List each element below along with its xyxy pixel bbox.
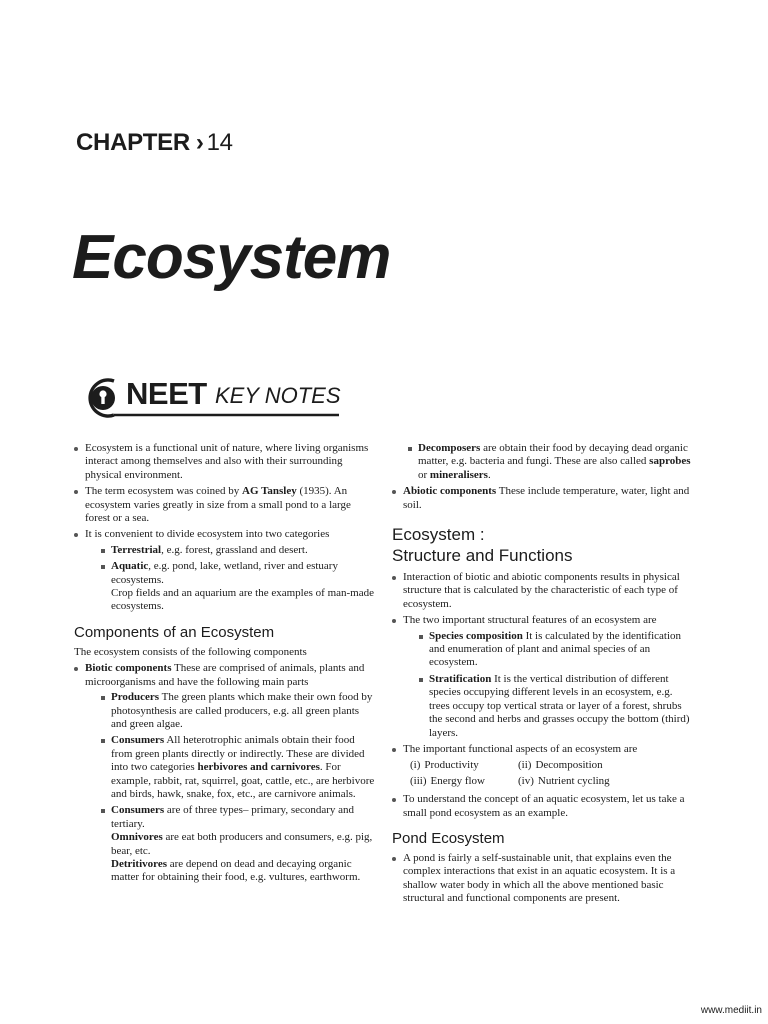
bullet-text: are depend on dead and decaying organic matter for obtaining their food, e.g. vultures, earthworm. (111, 857, 361, 884)
bullet-text: , e.g. forest, grassland and desert. (161, 543, 308, 556)
bullet-text: To understand the concept of an aquatic ecosystem, let us take a small pond ecosystem as an example. (403, 793, 685, 819)
bullet-text: or (418, 468, 430, 481)
bullet-text: It is convenient to divide ecosystem into two categories (85, 528, 330, 541)
list-item (392, 614, 696, 740)
heading-line: Ecosystem : (392, 525, 485, 545)
section-heading-pond: Pond Ecosystem (392, 829, 505, 847)
list-item (407, 442, 696, 482)
bold-term: Detritivores (111, 857, 167, 870)
aspect-number: (iii) (410, 774, 427, 787)
bold-term: Consumers (111, 804, 165, 817)
bullet-text: Interaction of biotic and abiotic components results in physical structure that is calculated by the characteristic of each type of ecosystem. (403, 571, 680, 610)
bullet-text: Ecosystem is a functional unit of nature, where living organisms interact among themselves and also with their surrounding physical environment. (85, 442, 369, 481)
bullet-text: (1935). An ecosystem varies greatly in size from a small pond to a large forest or a sea. (85, 485, 351, 525)
page-title: Ecosystem (72, 223, 391, 292)
bold-term: Species composition (429, 629, 523, 642)
bullet-text: are obtain their food by decaying dead organic matter, e.g. bacteria and fungi. These are also called (418, 442, 688, 468)
bold-term: herbivores and carnivores (197, 761, 320, 774)
bold-term: Decomposers (418, 442, 481, 454)
aspect-number: (i) (410, 759, 421, 772)
aspect-number: (ii) (518, 759, 532, 772)
bold-term: saprobes (649, 455, 691, 468)
neet-key-notes-badge (74, 372, 354, 424)
chapter-number: 14 (206, 129, 233, 156)
bullet-text: It is calculated by the identification and enumeration of plant and animal species of an ecosystem. (429, 629, 682, 669)
left-column (74, 442, 376, 888)
bullet-text: The green plants which make their own food by photosynthesis are called producers, e.g. all green plants and green algae. (111, 691, 373, 730)
bullet-text: It is the vertical distribution of different species occupying different levels in an ecosystem, e.g. trees occupy top vertical strata or layer of a forest, shrubs the second and herbs and grasses occupy the bottom (third) layers. (429, 672, 690, 739)
right-column (392, 442, 696, 909)
aspect-item (410, 775, 518, 788)
bold-term: Omnivores (111, 831, 163, 844)
bold-term: Abiotic components (403, 485, 497, 498)
bullet-text: The important functional aspects of an ecosystem are (403, 742, 638, 755)
list-item (100, 734, 376, 801)
bold-term: mineralisers (429, 468, 488, 481)
bullet-text: The two important structural features of an ecosystem are (403, 614, 657, 627)
list-item (392, 743, 696, 788)
aspect-item (518, 775, 638, 788)
functional-aspects-list (410, 759, 696, 788)
aspect-label: Nutrient cycling (537, 774, 610, 787)
section-heading-structure (392, 524, 696, 566)
aspect-item (410, 759, 518, 772)
list-item (100, 544, 376, 557)
list-item (100, 560, 376, 614)
bold-term: Producers (111, 691, 160, 704)
bold-term: Biotic components (85, 662, 172, 675)
list-item (100, 691, 376, 731)
list-item (74, 662, 376, 885)
bullet-text: . (487, 468, 491, 481)
list-item (418, 630, 696, 670)
bullet-text: are eat both producers and consumers, e.g. pig, bear, etc. (111, 831, 373, 857)
bullet-text: These are comprised of animals, plants and microorganisms and have the following main parts (85, 662, 365, 688)
aspect-number: (iv) (518, 774, 534, 787)
list-item (392, 571, 696, 611)
paragraph: The ecosystem consists of the following components (74, 645, 307, 658)
bold-term: Stratification (429, 672, 492, 685)
bold-term: AG Tansley (242, 485, 297, 498)
aspect-label: Decomposition (535, 759, 603, 772)
list-item (392, 793, 696, 820)
bullet-text: . For example, rabbit, rat, squirrel, goat, cattle, etc., are herbivore and birds, hawk, snake, fox, etc., are carnivore animals. (111, 761, 375, 800)
key-notes-label: KEY NOTES (215, 383, 341, 408)
list-item (392, 852, 696, 906)
footer-url: www.mediit.in (700, 1005, 762, 1016)
bold-term: Consumers (111, 734, 165, 747)
bullet-text: are of three types– primary, secondary and tertiary. (111, 804, 355, 830)
list-item (74, 485, 376, 525)
bullet-text: All heterotrophic animals obtain their food from green plants directly or indirectly. These are divided into two categories (111, 734, 365, 774)
list-item (392, 485, 696, 512)
aspect-label: Productivity (424, 759, 479, 772)
section-heading-components: Components of an Ecosystem (74, 623, 275, 641)
heading-line: Structure and Functions (392, 546, 573, 566)
bullet-text: The term ecosystem was coined by (85, 485, 243, 498)
bullet-text: A pond is fairly a self-sustainable unit, that explains even the complex interactions that exist in an aquatic ecosystem. It is a shallow water body in which all the above mentioned basic structural and functional components are present. (403, 851, 676, 905)
bold-term: Terrestrial (111, 543, 162, 556)
bullet-text: These include temperature, water, light and soil. (403, 485, 690, 511)
list-item (74, 528, 376, 613)
list-item (100, 804, 376, 884)
list-item (74, 442, 376, 482)
aspect-label: Energy flow (430, 774, 485, 787)
aspect-item (518, 759, 638, 772)
bullet-text: Crop fields and an aquarium are the examples of man-made ecosystems. (111, 587, 374, 613)
chevron-right-icon: › (195, 129, 204, 156)
bold-term: Aquatic (111, 560, 149, 573)
chapter-label: CHAPTER (76, 129, 190, 156)
list-item (418, 673, 696, 740)
neet-label: NEET (126, 376, 207, 411)
chapter-heading (76, 128, 233, 158)
bullet-text: , e.g. pond, lake, wetland, river and estuary ecosystems. (111, 560, 338, 586)
